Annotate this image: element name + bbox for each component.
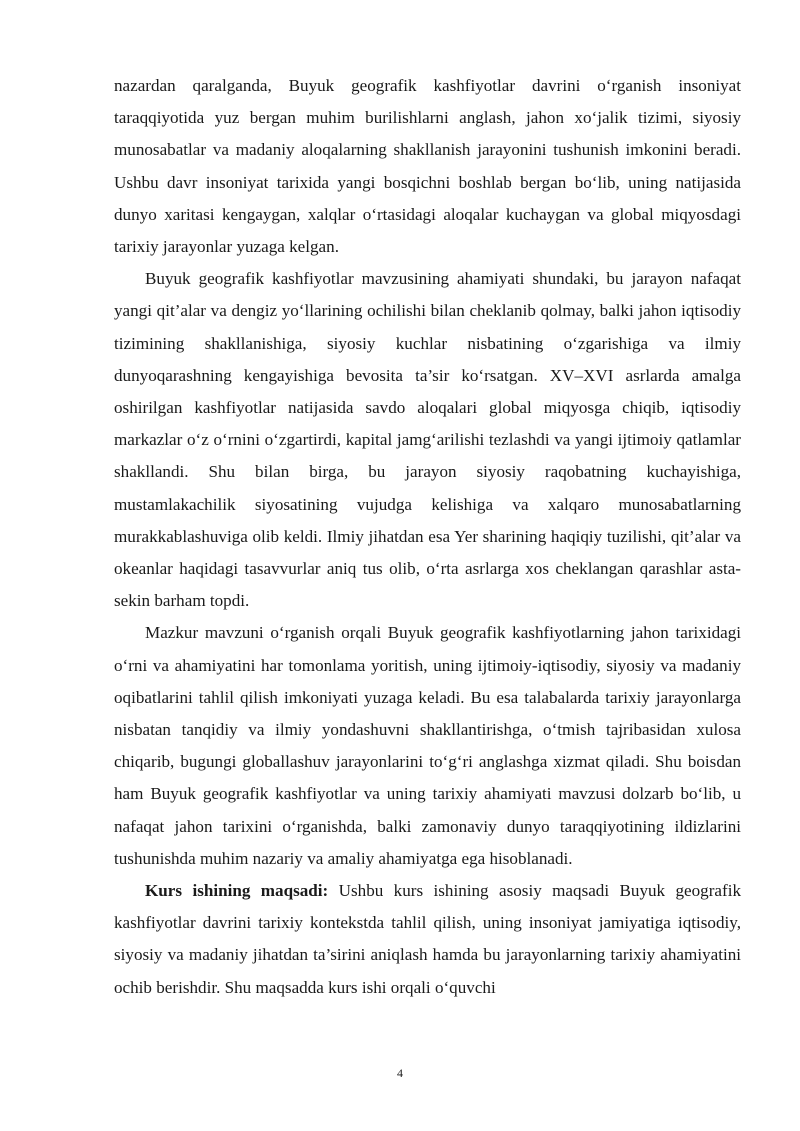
paragraph-course-goal: [114, 875, 741, 1004]
paragraph-study-value: Mazkur mavzuni o‘rganish orqali Buyuk geografik kashfiyotlarning jahon tarixidagi o‘rni va ahamiyatini har tomonlama yoritish, uning ijtimoiy-iqtisodiy, siyosiy va madaniy oqibatlarini tahlil qilish imkoniyati yuzaga keladi. Bu esa talabalarda tarixiy jarayonlarga nisbatan tanqidiy va ilmiy yondashuvni shakllantirishga, o‘tmish tajribasidan xulosa chiqarib, bugungi globallashuv jarayonlarini to‘g‘ri anglashga xizmat qiladi. Shu boisdan ham Buyuk geografik kashfiyotlar va uning tarixiy ahamiyati mavzusi dolzarb bo‘lib, u nafaqat jahon tarixini o‘rganishda, balki zamonaviy dunyo taraqqiyotining ildizlarini tushunishda muhim nazariy va amaliy ahamiyatga ega hisoblanadi.: [114, 623, 741, 868]
course-goal-heading: Kurs ishining maqsadi:: [145, 881, 329, 901]
page-number: 4: [397, 1066, 403, 1080]
paragraph-continuation: nazardan qaralganda, Buyuk geografik kashfiyotlar davrini o‘rganish insoniyat taraqqiyotida yuz bergan muhim burilishlarni anglash, jahon xo‘jalik tizimi, siyosiy munosabatlar va madaniy aloqalarning shakllanish jarayonini tushunish imkonini beradi. Ushbu davr insoniyat tarixida yangi bosqichni boshlab bergan bo‘lib, uning natijasida dunyo xaritasi kengaygan, xalqlar o‘rtasidagi aloqalar kuchaygan va global miqyosdagi tarixiy jarayonlar yuzaga kelgan.: [114, 76, 741, 257]
document-body: [114, 70, 741, 1004]
paragraph-significance: Buyuk geografik kashfiyotlar mavzusining ahamiyati shundaki, bu jarayon nafaqat yangi qit’alar va dengiz yo‘llarining ochilishi bilan cheklanib qolmay, balki jahon iqtisodiy tizimining shakllanishiga, siyosiy kuchlar nisbatining o‘zgarishiga va ilmiy dunyoqarashning kengayishiga bevosita ta’sir ko‘rsatgan. XV–XVI asrlarda amalga oshirilgan kashfiyotlar natijasida savdo aloqalari global miqyosga chiqib, iqtisodiy markazlar o‘z o‘rnini o‘zgartirdi, kapital jamg‘arilishi tezlashdi va yangi ijtimoiy qatlamlar shakllandi. Shu bilan birga, bu jarayon siyosiy raqobatning kuchayishiga, mustamlakachilik siyosatining vujudga kelishiga va xalqaro munosabatlarning murakkablashuviga olib keldi. Ilmiy jihatdan esa Yer sharining haqiqiy tuzilishi, qit’alar va okeanlar haqidagi tasavvurlar aniq tus olib, o‘rta asrlarga xos cheklangan qarashlar asta-sekin barham topdi.: [114, 269, 741, 611]
course-goal-text: Ushbu kurs ishining asosiy maqsadi Buyuk geografik kashfiyotlar davrini tarixiy kontekstda tahlil qilish, uning insoniyat jamiyatiga iqtisodiy, siyosiy va madaniy jihatdan ta’sirini aniqlash hamda bu jarayonlarning tarixiy ahamiyatini ochib berishdir. Shu maqsadda kurs ishi orqali o‘quvchi: [114, 881, 741, 997]
